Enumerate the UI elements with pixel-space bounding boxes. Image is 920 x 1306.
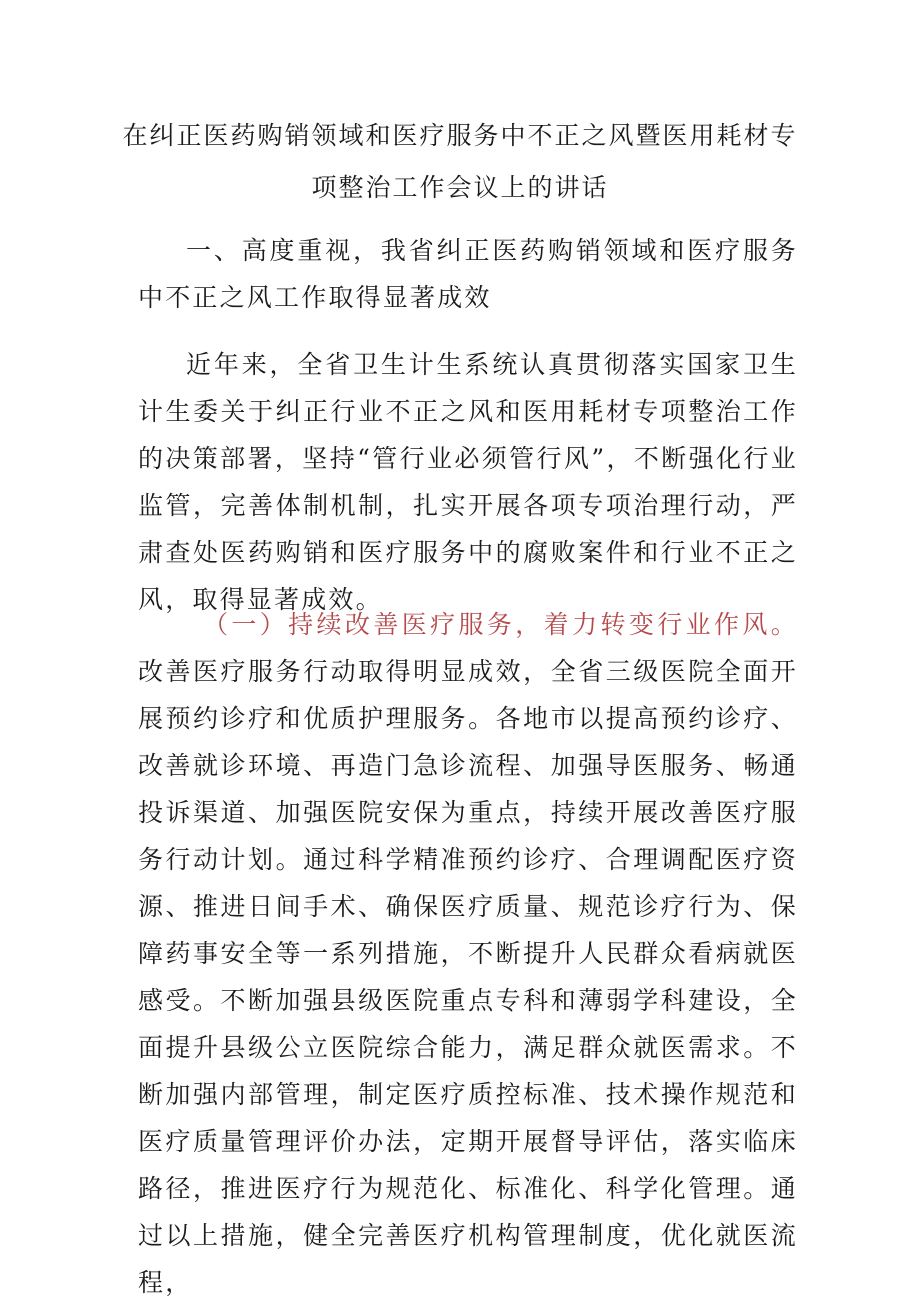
section-1-paragraph	[138, 601, 798, 1306]
section-1-subheading: （一）持续改善医疗服务，着力转变行业作风。	[203, 610, 798, 639]
section-heading-1: 一、高度重视，我省纠正医药购销领域和医疗服务中不正之风工作取得显著成效	[138, 236, 798, 312]
section-1-body: 改善医疗服务行动取得明显成效，全省三级医院全面开展预约诊疗和优质护理服务。各地市以提高预约诊疗、改善就诊环境、再造门急诊流程、加强导医服务、畅通投诉渠道、加强医院安保为重点，持续开展改善医疗服务行动计划。通过科学精准预约诊疗、合理调配医疗资源、推进日间手术、确保医疗质量、规范诊疗行为、保障药事安全等一系列措施，不断提升人民群众看病就医感受。不断加强县级医院重点专科和薄弱学科建设，全面提升县级公立医院综合能力，满足群众就医需求。不断加强内部管理，制定医疗质控标准、技术操作规范和医疗质量管理评价办法，定期开展督导评估，落实临床路径，推进医疗行为规范化、标准化、科学化管理。通过以上措施，健全完善医疗机构管理制度，优化就医流程，	[138, 657, 798, 1297]
document-title-line-1: 在纠正医药购销领域和医疗服务中不正之风暨医用耗材专	[122, 121, 798, 150]
document-title-line-2: 项整治工作会议上的讲话	[311, 173, 609, 202]
intro-paragraph: 近年来，全省卫生计生系统认真贯彻落实国家卫生计生委关于纠正行业不正之风和医用耗材专项整治工作的决策部署，坚持“管行业必须管行风”，不断强化行业监管，完善体制机制，扎实开展各项专项治理行动，严肃查处医药购销和医疗服务中的腐败案件和行业不正之风，取得显著成效。	[138, 350, 798, 614]
